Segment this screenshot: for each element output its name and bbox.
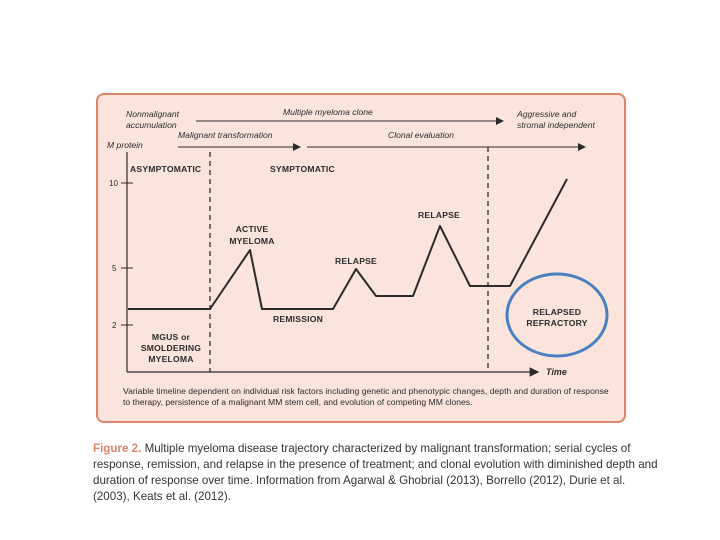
stage-refractory-line2: REFRACTORY [526, 318, 588, 328]
stage-mgus-line3: MYELOMA [148, 354, 194, 364]
stage-active-line1: ACTIVE [235, 224, 269, 234]
tick-label-5: 5 [112, 264, 117, 273]
phase-aggressive-line2: stromal independent [517, 120, 595, 130]
stage-relapse-large: RELAPSE [418, 210, 460, 220]
y-axis-label: M protein [107, 140, 143, 150]
stage-active-line2: MYELOMA [229, 236, 275, 246]
m-protein-trajectory [128, 179, 567, 309]
phase-transformation-label: Malignant transformation [178, 130, 273, 140]
caption-text: Multiple myeloma disease trajectory characterized by malignant transformation; serial cycles of response, remission, and relapse in the presence of treatment; and clonal evolution with diminished depth and duration of response over time. Information from Agarwal & Ghobrial (2013), Borrello (2012), Durie et al. (2003), Keats et al. (2012). [93, 442, 658, 503]
stage-asymptomatic: ASYMPTOMATIC [130, 164, 202, 174]
phase-nonmalignant-line1: Nonmalignant [126, 109, 180, 119]
stage-relapse-small: RELAPSE [335, 256, 377, 266]
stage-remission: REMISSION [272, 314, 324, 324]
tick-label-10: 10 [109, 179, 118, 188]
stage-mgus-line1: MGUS or [151, 332, 191, 342]
diagram-footnote: Variable timeline dependent on individual risk factors including genetic and phenotypic changes, depth and duration of response to therapy, persistence of a malignant MM stem cell, and evolution of competing MM clones. [123, 386, 609, 407]
stage-mgus-line2: SMOLDERING [140, 343, 202, 353]
figure-caption [93, 441, 663, 505]
phase-aggressive-line1: Aggressive and [517, 109, 577, 119]
stage-refractory-line1: RELAPSED [532, 307, 582, 317]
phase-clone-label: Multiple myeloma clone [283, 107, 373, 117]
caption-label: Figure 2. [93, 442, 142, 455]
phase-evaluation-label: Clonal evaluation [388, 130, 454, 140]
phase-nonmalignant-line2: accumulation [126, 120, 177, 130]
x-axis-label: Time [546, 367, 567, 377]
tick-label-2: 2 [112, 321, 117, 330]
stage-symptomatic: SYMPTOMATIC [270, 164, 335, 174]
